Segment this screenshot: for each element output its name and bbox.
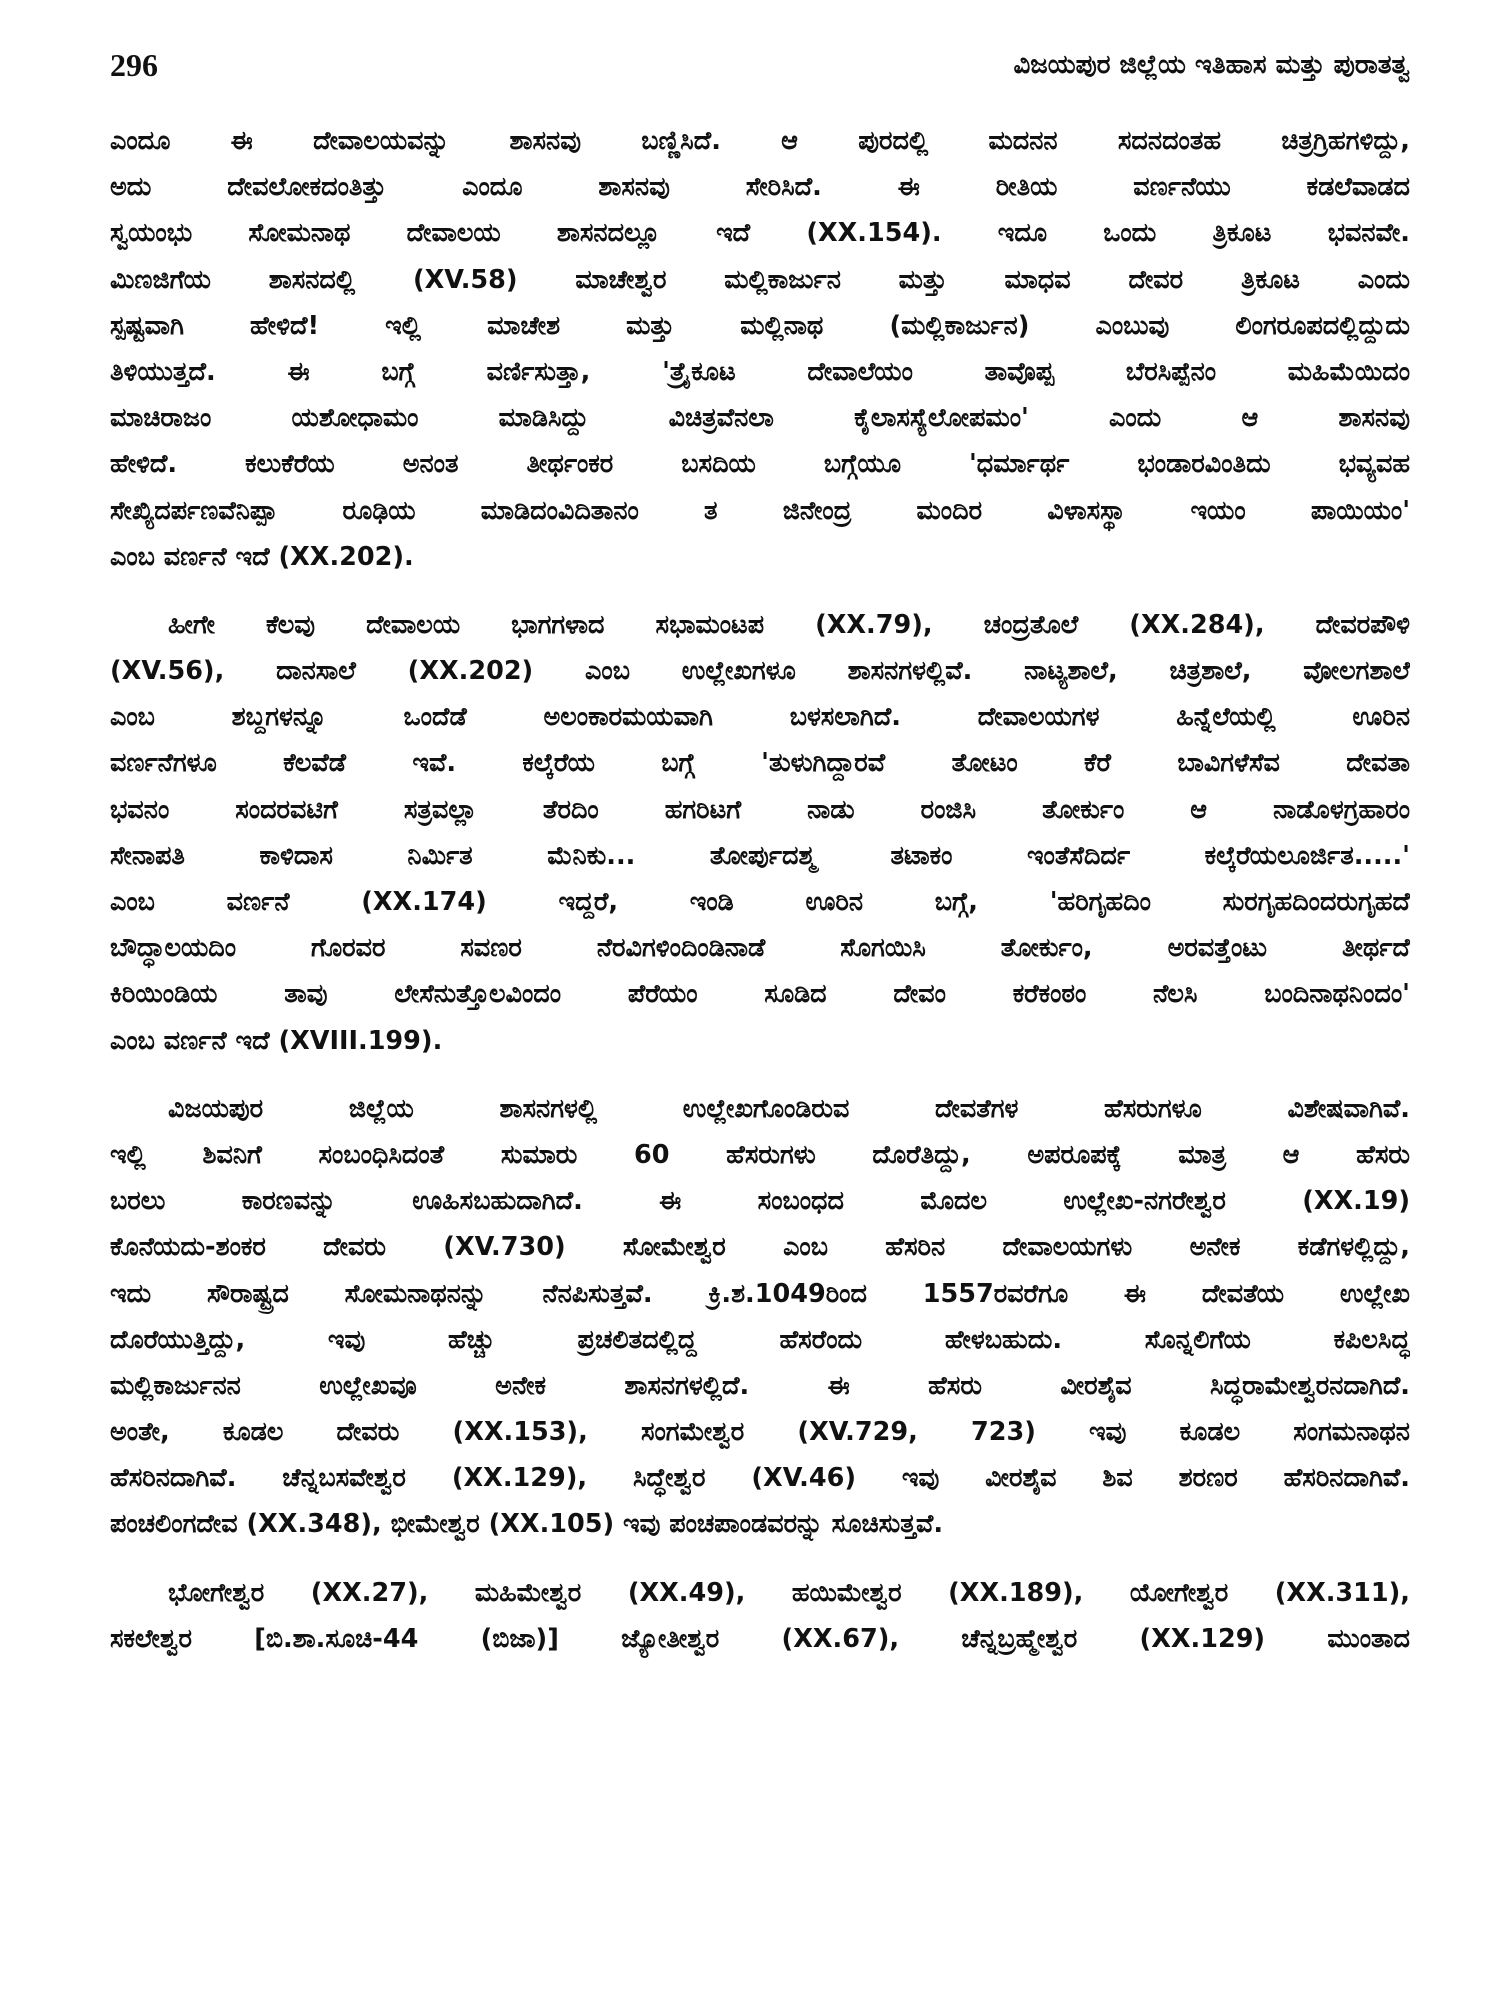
text-line: ತಿಳಿಯುತ್ತದೆ. ಈ ಬಗ್ಗೆ ವರ್ಣಿಸುತ್ತಾ, 'ತ್ರೈಕೂಟ ದೇವಾಲೆಯಂ ತಾವೊಪ್ಪ ಬೆರಸಿಪ್ಪೆನಂ ಮಹಿಮೆಯಿದಂ [110,356,1410,387]
text-line: ಸ್ವಯಂಭು ಸೋಮನಾಥ ದೇವಾಲಯ ಶಾಸನದಲ್ಲೂ ಇದೆ (XX.154). ಇದೂ ಒಂದು ತ್ರಿಕೂಟ ಭವನವೇ. [110,218,1410,249]
text-line: ಎಂಬ ವರ್ಣನೆ ಇದೆ (XVIII.199). [110,1025,443,1056]
text-line: ಕೊನೆಯದು-ಶಂಕರ ದೇವರು (XV.730) ಸೋಮೇಶ್ವರ ಎಂಬ ಹೆಸರಿನ ದೇವಾಲಯಗಳು ಅನೇಕ ಕಡೆಗಳಲ್ಲಿದ್ದು, [110,1232,1410,1263]
paragraph [110,1570,1410,1662]
running-head [110,40,1410,90]
text-line: ಅಂತೇ, ಕೂಡಲ ದೇವರು (XX.153), ಸಂಗಮೇಶ್ವರ (XV.729, 723) ಇವು ಕೂಡಲ ಸಂಗಮನಾಥನ [110,1417,1410,1448]
text-line: ಬೌದ್ಧಾಲಯದಿಂ ಗೊರವರ ಸವಣರ ನೆರವಿಗಳಿಂದಿಂಡಿನಾಡೆ ಸೊಗಯಿಸಿ ತೋರ್ಕುಂ, ಅರವತ್ತೆಂಟು ತೀರ್ಥದೆ [110,933,1410,964]
paragraph [110,602,1410,1064]
text-line: ಸಕಲೇಶ್ವರ [ಬಿ.ಶಾ.ಸೂಚಿ-44 (ಬಿಜಾ)] ಜ್ಯೋತೀಶ್ವರ (XX.67), ಚೆನ್ನಬ್ರಹ್ಮೇಶ್ವರ (XX.129) ಮುಂತಾದ [110,1623,1410,1654]
text-line: ಇದು ಸೌರಾಷ್ಟ್ರದ ಸೋಮನಾಥನನ್ನು ನೆನಪಿಸುತ್ತವೆ. ಕ್ರಿ.ಶ.1049ರಿಂದ 1557ರವರೆಗೂ ಈ ದೇವತೆಯ ಉಲ್ಲೇಖ [110,1278,1410,1309]
body-text [110,118,1410,1684]
text-line: ಮಲ್ಲಿಕಾರ್ಜುನನ ಉಲ್ಲೇಖವೂ ಅನೇಕ ಶಾಸನಗಳಲ್ಲಿದೆ. ಈ ಹೆಸರು ವೀರಶೈವ ಸಿದ್ಧರಾಮೇಶ್ವರನದಾಗಿದೆ. [110,1370,1410,1401]
text-line: ಕಿರಿಯಿಂಡಿಯ ತಾವು ಲೇಸೆನುತ್ತೊಲವಿಂದಂ ಪೆರೆಯಂ ಸೂಡಿದ ದೇವಂ ಕರೆಕಂಠಂ ನೆಲಸಿ ಬಂದಿನಾಥನಿಂದಂ' [110,979,1410,1010]
text-line: ಭವನಂ ಸಂದರವಟಿಗೆ ಸತ್ರವಲ್ಲಾ ತೆರದಿಂ ಹಗರಿಟಗೆ ನಾಡು ರಂಜಿಸಿ ತೋರ್ಕುಂ ಆ ನಾಡೊಳಗ್ರಹಾರಂ [110,794,1410,825]
text-line: ವರ್ಣನೆಗಳೂ ಕೆಲವೆಡೆ ಇವೆ. ಕಲ್ಕೆರೆಯ ಬಗ್ಗೆ 'ತುಳುಗಿದ್ದಾರವೆ ತೋಟಂ ಕೆರೆ ಬಾವಿಗಳೆಸೆವ ದೇವತಾ [110,748,1410,779]
text-line: ವಿಜಯಪುರ ಜಿಲ್ಲೆಯ ಶಾಸನಗಳಲ್ಲಿ ಉಲ್ಲೇಖಗೊಂಡಿರುವ ದೇವತೆಗಳ ಹೆಸರುಗಳೂ ವಿಶೇಷವಾಗಿವೆ. [168,1093,1410,1124]
text-line: ಮಾಚಿರಾಜಂ ಯಶೋಧಾಮಂ ಮಾಡಿಸಿದ್ದು ವಿಚಿತ್ರವೆನಲಾ ಕೈಲಾಸಸ್ಯೆಲೋಪಮಂ' ಎಂದು ಆ ಶಾಸನವು [110,403,1410,434]
text-line: ಸ್ಪಷ್ಟವಾಗಿ ಹೇಳಿದೆ! ಇಲ್ಲಿ ಮಾಚೇಶ ಮತ್ತು ಮಲ್ಲಿನಾಥ (ಮಲ್ಲಿಕಾರ್ಜುನ) ಎಂಬುವು ಲಿಂಗರೂಪದಲ್ಲಿದ್ದುದು [110,310,1410,341]
text-line: ಎಂಬ ವರ್ಣನೆ (XX.174) ಇದ್ದರೆ, ಇಂಡಿ ಊರಿನ ಬಗ್ಗೆ, 'ಹರಿಗೃಹದಿಂ ಸುರಗೃಹದಿಂದರುಗೃಹದೆ [110,887,1410,917]
text-line: ಹೆಸರಿನದಾಗಿವೆ. ಚೆನ್ನಬಸವೇಶ್ವರ (XX.129), ಸಿದ್ಧೇಶ್ವರ (XV.46) ಇವು ವೀರಶೈವ ಶಿವ ಶರಣರ ಹೆಸರಿನದಾಗಿವೆ. [110,1463,1410,1494]
text-line: ಪಂಚಲಿಂಗದೇವ (XX.348), ಭೀಮೇಶ್ವರ (XX.105) ಇವು ಪಂಚಪಾಂಡವರನ್ನು ಸೂಚಿಸುತ್ತವೆ. [110,1509,944,1540]
text-line: ದೊರೆಯುತ್ತಿದ್ದು, ಇವು ಹೆಚ್ಚು ಪ್ರಚಲಿತದಲ್ಲಿದ್ದ ಹೆಸರೆಂದು ಹೇಳಬಹುದು. ಸೊನ್ನಲಿಗೆಯ ಕಪಿಲಸಿದ್ಧ [110,1324,1410,1355]
text-line: ಭೋಗೇಶ್ವರ (XX.27), ಮಹಿಮೇಶ್ವರ (XX.49), ಹಯಿಮೇಶ್ವರ (XX.189), ಯೋಗೇಶ್ವರ (XX.311), [168,1577,1410,1608]
text-line: ಇಲ್ಲಿ ಶಿವನಿಗೆ ಸಂಬಂಧಿಸಿದಂತೆ ಸುಮಾರು 60 ಹೆಸರುಗಳು ದೊರೆತಿದ್ದು, ಅಪರೂಪಕ್ಕೆ ಮಾತ್ರ ಆ ಹೆಸರು [110,1139,1410,1170]
paragraph [110,1086,1410,1548]
text-line: ಸೇನಾಪತಿ ಕಾಳಿದಾಸ ನಿರ್ಮಿತ ಮೆನಿಕು... ತೋರ್ಪುದಶ್ಮ ತಟಾಕಂ ಇಂತೆಸೆದಿರ್ದ ಕಲ್ಕೆರೆಯಲೂರ್ಜಿತ.....' [110,840,1410,871]
text-line: ಎಂದೂ ಈ ದೇವಾಲಯವನ್ನು ಶಾಸನವು ಬಣ್ಣಿಸಿದೆ. ಆ ಪುರದಲ್ಲಿ ಮದನನ ಸದನದಂತಹ ಚಿತ್ರಗ್ರಿಹಗಳಿದ್ದು, [110,126,1410,156]
paragraph [110,118,1410,580]
text-line: (XV.56), ದಾನಸಾಲೆ (XX.202) ಎಂಬ ಉಲ್ಲೇಖಗಳೂ ಶಾಸನಗಳಲ್ಲಿವೆ. ನಾಟ್ಯಶಾಲೆ, ಚಿತ್ರಶಾಲೆ, ವೋಲಗಶಾಲೆ [110,656,1410,687]
text-line: ಅದು ದೇವಲೋಕದಂತಿತ್ತು ಎಂದೂ ಶಾಸನವು ಸೇರಿಸಿದೆ. ಈ ರೀತಿಯ ವರ್ಣನೆಯು ಕಡಲೆವಾಡದ [110,172,1410,203]
page-number: 296 [110,47,158,83]
text-line: ಬರಲು ಕಾರಣವನ್ನು ಊಹಿಸಬಹುದಾಗಿದೆ. ಈ ಸಂಬಂಧದ ಮೊದಲ ಉಲ್ಲೇಖ-ನಗರೇಶ್ವರ (XX.19) [110,1186,1410,1217]
text-line: ಹೀಗೇ ಕೆಲವು ದೇವಾಲಯ ಭಾಗಗಳಾದ ಸಭಾಮಂಟಪ (XX.79), ಚಂದ್ರತೊಲೆ (XX.284), ದೇವರಪೌಳಿ [168,609,1410,640]
text-line: ಎಂಬ ಶಬ್ದಗಳನ್ನೂ ಒಂದೆಡೆ ಅಲಂಕಾರಮಯವಾಗಿ ಬಳಸಲಾಗಿದೆ. ದೇವಾಲಯಗಳ ಹಿನ್ನೆಲೆಯಲ್ಲಿ ಊರಿನ [110,702,1410,733]
text-line: ಮಿಣಜಿಗೆಯ ಶಾಸನದಲ್ಲಿ (XV.58) ಮಾಚೇಶ್ವರ ಮಲ್ಲಿಕಾರ್ಜುನ ಮತ್ತು ಮಾಧವ ದೇವರ ತ್ರಿಕೂಟ ಎಂದು [110,264,1410,295]
book-title: ವಿಜಯಪುರ ಜಿಲ್ಲೆಯ ಇತಿಹಾಸ ಮತ್ತು ಪುರಾತತ್ವ [1013,50,1410,80]
text-line: ಹೇಳಿದೆ. ಕಲುಕೆರೆಯ ಅನಂತ ತೀರ್ಥಂಕರ ಬಸದಿಯ ಬಗ್ಗೆಯೂ 'ಧರ್ಮಾರ್ಥ ಭಂಡಾರವಿಂತಿದು ಭವ್ಯವಹ [110,449,1410,480]
text-line: ಎಂಬ ವರ್ಣನೆ ಇದೆ (XX.202). [110,541,414,572]
text-line: ಸೇಖ್ಯಿದರ್ಪಣವೆನಿಪ್ಪಾ ರೂಢಿಯ ಮಾಡಿದಂವಿದಿತಾನಂ ತ ಜಿನೇಂದ್ರ ಮಂದಿರ ವಿಳಾಸಸ್ಥಾ ಇಯಂ ಪಾಯಿಯಂ' [110,495,1410,526]
